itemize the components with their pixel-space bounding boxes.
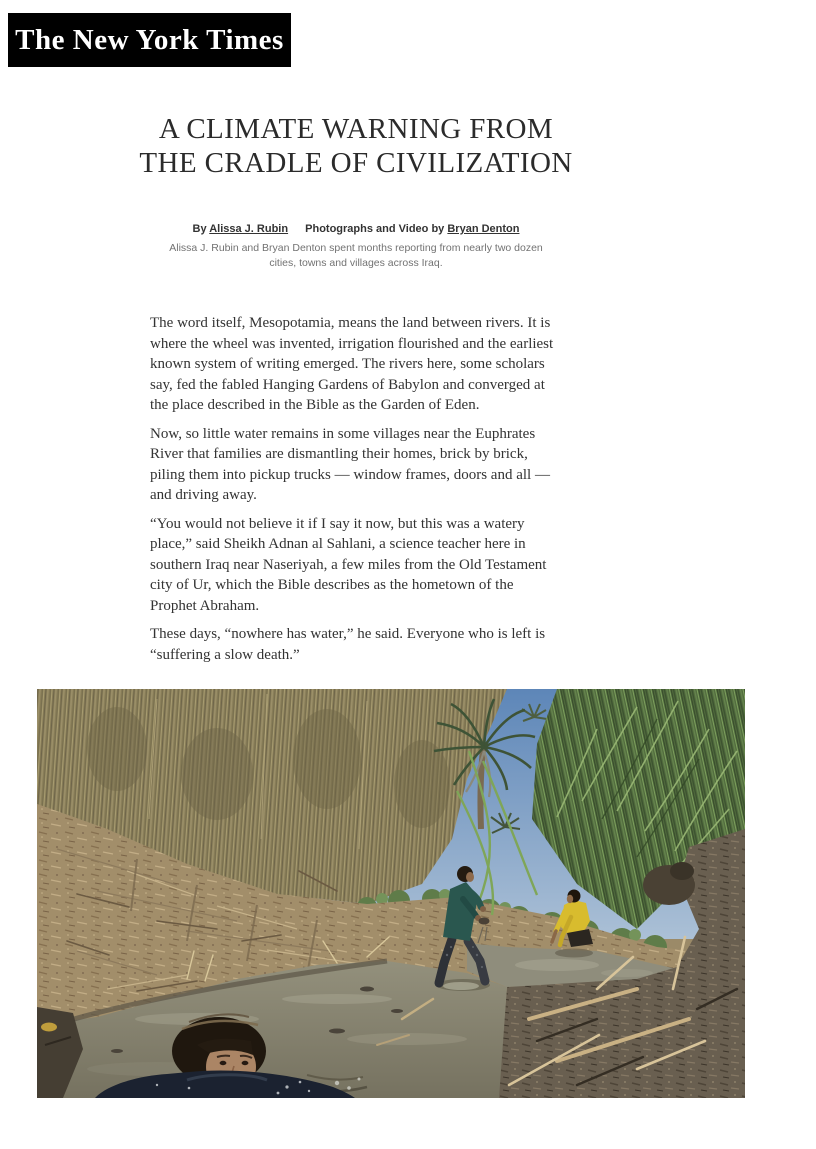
byline-by-prefix: By — [192, 223, 207, 235]
headline — [136, 112, 576, 180]
article-body — [150, 313, 562, 665]
yellow-debris — [41, 1023, 57, 1032]
body-paragraph: The word itself, Mesopotamia, means the land between rivers. It is where the wheel was invented, irrigation flourished and the earliest known system of writing emerged. The rivers here, some scholars say, fed the fabled Hanging Gardens of Babylon and converged at the place described in the Bible as the Garden of Eden. — [150, 315, 554, 413]
lead-photo — [37, 689, 745, 1098]
article — [136, 0, 576, 665]
nyt-logo-text: The New York Times — [15, 23, 284, 56]
reporting-note: Alissa J. Rubin and Bryan Denton spent months reporting from nearly two dozen cities, towns and villages across Iraq. — [169, 242, 543, 269]
body-paragraph: “You would not believe it if I say it now, but this was a watery place,” said Sheikh Adnan al Sahlani, a science teacher here in southern Iraq near Naseriyah, a few miles from the Old Testament city of Ur, which the Bible describes as the hometown of the Prophet Abraham. — [150, 515, 547, 614]
lead-photo-illustration — [37, 689, 745, 1098]
headline-line-1: A CLIMATE WARNING FROM — [158, 113, 554, 145]
headline-line-2: THE CRADLE OF CIVILIZATION — [139, 147, 573, 179]
body-paragraph: Now, so little water remains in some villages near the Euphrates River that families are dismantling their homes, brick by brick, piling them into pickup trucks — window frames, doors and all — and driving away. — [150, 425, 550, 503]
byline — [136, 222, 576, 236]
body-paragraph: These days, “nowhere has water,” he said. Everyone who is left is “suffering a slow death.” — [150, 626, 546, 663]
nyt-logo[interactable] — [8, 13, 291, 67]
author-link[interactable]: Alissa J. Rubin — [209, 223, 289, 235]
photographer-link[interactable]: Bryan Denton — [447, 223, 520, 235]
byline-photo-prefix: Photographs and Video by — [305, 223, 445, 235]
